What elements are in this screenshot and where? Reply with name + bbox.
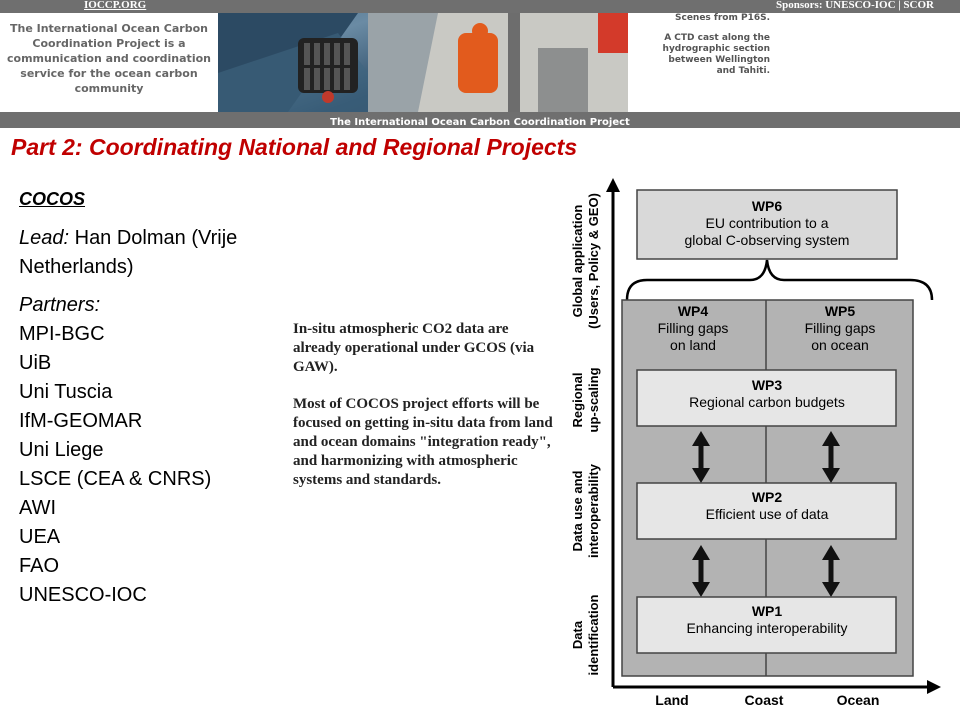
project-info (19, 185, 289, 610)
grouping-brace (627, 260, 932, 300)
wp3-name: WP3 (751, 377, 783, 393)
wp5-line2: on ocean (811, 337, 869, 353)
ship-deck-image (218, 13, 628, 112)
note-paragraph-2: Most of COCOS project efforts will be focused on getting in-situ data from land and ocean domains "integration ready", and harmonizing with atmospheric systems and standards. (293, 396, 553, 488)
wp6-line2: global C-observing system (684, 232, 850, 248)
y-label-dataid-1: Data (570, 620, 585, 650)
work-package-diagram (560, 178, 950, 713)
y-label-dataid-2: identification (586, 594, 601, 676)
lead-label: Lead: (19, 227, 70, 249)
x-label-land: Land (655, 692, 689, 708)
y-label-global-1: Global application (570, 204, 585, 318)
wp5-line1: Filling gaps (804, 320, 876, 336)
wp1-name: WP1 (751, 603, 783, 619)
wp2-name: WP2 (751, 489, 783, 505)
wp4-name: WP4 (677, 303, 709, 319)
header-photo (218, 13, 628, 112)
y-label-global-2: (Users, Policy & GEO) (586, 193, 601, 329)
top-bar (0, 0, 960, 13)
y-axis-arrow (606, 178, 620, 192)
wp5-name: WP5 (824, 303, 856, 319)
partners-label: Partners: (19, 294, 101, 316)
y-label-datause-2: interoperability (586, 464, 601, 558)
partner-item: IfM-GEOMAR (19, 410, 143, 432)
wp4-line1: Filling gaps (657, 320, 729, 336)
y-label-regional-1: Regional (570, 372, 585, 428)
photo-caption (650, 13, 770, 112)
caption-title: Scenes from P16S. (675, 13, 770, 23)
partner-item: MPI-BGC (19, 323, 105, 345)
x-label-ocean: Ocean (836, 692, 880, 708)
lead-line (19, 224, 281, 282)
x-axis-arrow (927, 680, 941, 694)
wp6-line1: EU contribution to a (705, 215, 829, 231)
cocos-note (293, 320, 553, 508)
wp3-line1: Regional carbon budgets (689, 394, 845, 410)
wp2-line1: Efficient use of data (705, 506, 829, 522)
x-label-coast: Coast (744, 692, 784, 708)
header-tagline: The International Ocean Carbon Coordination Project is a communication and coordination service for the ocean carbon community (0, 13, 218, 112)
caption-text: A CTD cast along the hydrographic section between Wellington and Tahiti. (662, 33, 770, 76)
y-label-regional-2: up-scaling (586, 367, 601, 433)
partner-item: FAO (19, 555, 60, 577)
slide-title: Part 2: Coordinating National and Regional Projects (11, 134, 578, 160)
note-paragraph-1: In-situ atmospheric CO2 data are already operational under GCOS (via GAW). (293, 321, 535, 375)
partner-item: LSCE (CEA & CNRS) (19, 468, 212, 490)
ioccp-link[interactable]: IOCCP.ORG (84, 0, 147, 11)
partner-item: AWI (19, 497, 57, 519)
partner-item: UiB (19, 352, 52, 374)
wp6-name: WP6 (751, 198, 783, 214)
sponsors-text: Sponsors: UNESCO-IOC | SCOR (776, 0, 934, 11)
y-label-datause-1: Data use and (570, 470, 585, 552)
sub-bar: The International Ocean Carbon Coordination Project (0, 112, 960, 128)
project-name: COCOS (19, 189, 86, 209)
partner-item: UNESCO-IOC (19, 584, 147, 606)
wp4-line2: on land (670, 337, 716, 353)
wp1-line1: Enhancing interoperability (686, 620, 848, 636)
partner-item: Uni Liege (19, 439, 104, 461)
partner-item: Uni Tuscia (19, 381, 113, 403)
partner-item: UEA (19, 526, 61, 548)
lead-value: Han Dolman (Vrije Netherlands) (19, 227, 238, 278)
